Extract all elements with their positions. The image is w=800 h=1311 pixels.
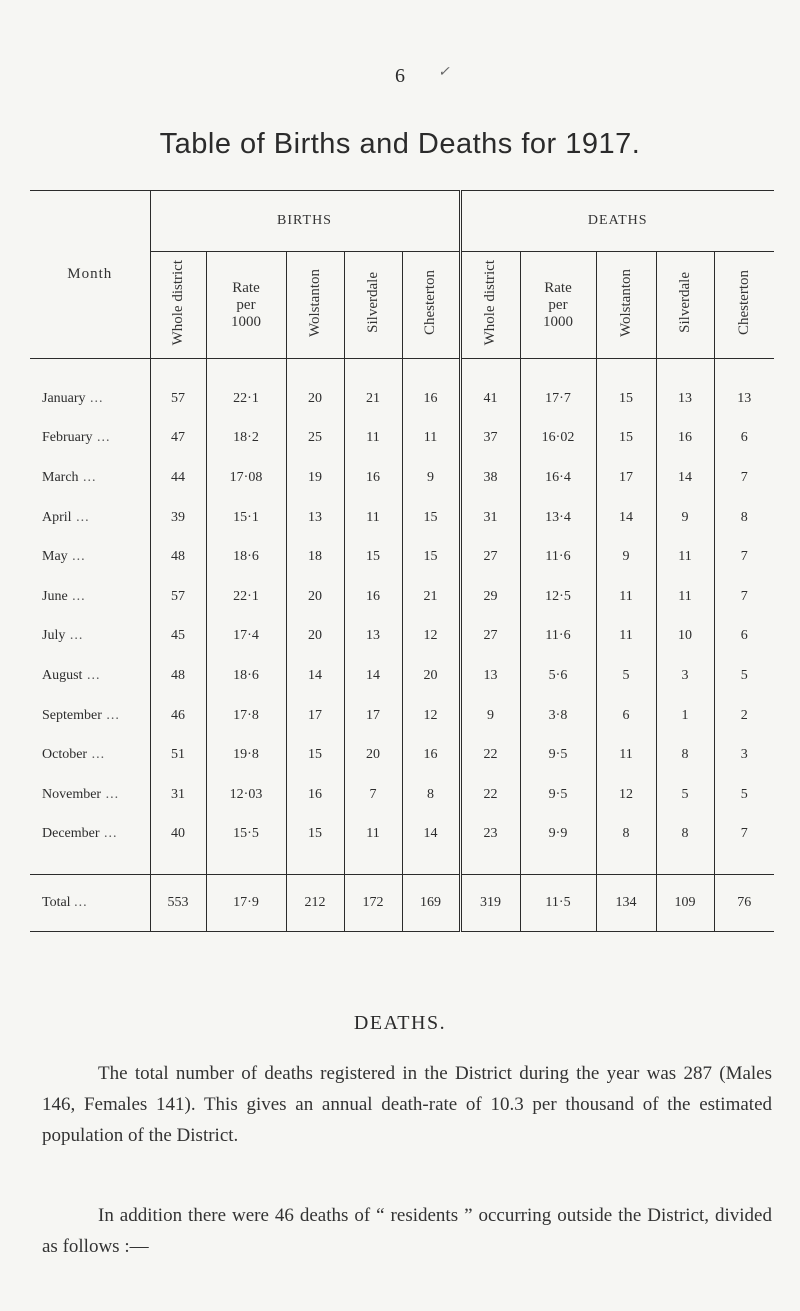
cell: 15	[596, 379, 656, 419]
cell: 16	[286, 775, 344, 815]
deaths-heading: DEATHS.	[353, 1012, 447, 1034]
month-cell: June ...	[42, 588, 86, 604]
cell: 15	[286, 815, 344, 855]
cell: 10	[656, 617, 714, 657]
table-row	[30, 577, 774, 617]
cell: 12	[596, 775, 656, 815]
cell: 40	[150, 815, 206, 855]
cell: 19	[286, 458, 344, 498]
cell: 23	[460, 815, 520, 855]
cell: 9	[460, 696, 520, 736]
page-number: 6	[395, 65, 405, 87]
cell: 18·6	[206, 537, 286, 577]
table-row	[30, 656, 774, 696]
cell: 22·1	[206, 379, 286, 419]
cell: 3·8	[520, 696, 596, 736]
cell: 18·6	[206, 656, 286, 696]
table-row	[30, 735, 774, 775]
cell: 17	[596, 458, 656, 498]
month-cell: March ...	[42, 469, 97, 485]
table-row	[30, 458, 774, 498]
cell: 44	[150, 458, 206, 498]
cell: 11	[656, 577, 714, 617]
cell: 7	[714, 458, 774, 498]
cell: 9	[596, 537, 656, 577]
cell: 11·6	[520, 617, 596, 657]
births-col-wolstanton: Wolstanton	[286, 252, 344, 359]
cell: 12·03	[206, 775, 286, 815]
table-row	[30, 419, 774, 459]
cell: 14	[596, 498, 656, 538]
births-col-silverdale: Silverdale	[344, 252, 402, 359]
cell: 19·8	[206, 735, 286, 775]
cell: 319	[460, 875, 520, 932]
cell: 553	[150, 875, 206, 932]
births-col-rate: Rate per 1000	[206, 252, 286, 359]
month-cell: December ...	[42, 826, 118, 842]
table-row	[30, 498, 774, 538]
cell: 15	[596, 419, 656, 459]
cell: 14	[402, 815, 460, 855]
table-title: Table of Births and Deaths for 1917.	[159, 128, 641, 160]
cell: 212	[286, 875, 344, 932]
deaths-paragraph-2: In addition there were 46 deaths of “ residents ” occurring outside the District, divided as follows :—	[42, 1205, 772, 1257]
deaths-col-whole-district: Whole district	[460, 252, 520, 359]
cell: 13	[286, 498, 344, 538]
cell: 17·4	[206, 617, 286, 657]
cell: 20	[286, 379, 344, 419]
cell: 7	[714, 815, 774, 855]
cell: 3	[714, 735, 774, 775]
cell: 11·6	[520, 537, 596, 577]
births-group-header: BIRTHS	[150, 191, 460, 252]
cell: 11	[344, 815, 402, 855]
deaths-col-wolstanton: Wolstanton	[596, 252, 656, 359]
cell: 11	[344, 419, 402, 459]
cell: 15·5	[206, 815, 286, 855]
cell: 20	[344, 735, 402, 775]
cell: 13	[714, 379, 774, 419]
cell: 14	[344, 656, 402, 696]
cell: 109	[656, 875, 714, 932]
cell: 8	[656, 815, 714, 855]
cell: 48	[150, 537, 206, 577]
month-cell: Total ...	[30, 875, 150, 932]
cell: 21	[402, 577, 460, 617]
cell: 51	[150, 735, 206, 775]
month-cell: July ...	[42, 628, 84, 644]
cell: 18	[286, 537, 344, 577]
cell: 7	[714, 577, 774, 617]
cell: 15	[402, 537, 460, 577]
cell: 11	[596, 577, 656, 617]
deaths-col-chesterton: Chesterton	[714, 252, 774, 359]
cell: 5	[714, 775, 774, 815]
cell: 48	[150, 656, 206, 696]
cell: 20	[286, 617, 344, 657]
cell: 9	[656, 498, 714, 538]
cell: 7	[714, 537, 774, 577]
cell: 15	[286, 735, 344, 775]
cell: 16·4	[520, 458, 596, 498]
cell: 13	[460, 656, 520, 696]
cell: 9·5	[520, 775, 596, 815]
cell: 16·02	[520, 419, 596, 459]
cell: 45	[150, 617, 206, 657]
cell: 16	[656, 419, 714, 459]
table-row	[30, 696, 774, 736]
cell: 14	[656, 458, 714, 498]
cell: 9·5	[520, 735, 596, 775]
cell: 22·1	[206, 577, 286, 617]
cell: 5	[596, 656, 656, 696]
cell: 16	[402, 379, 460, 419]
cell: 11	[344, 498, 402, 538]
cell: 20	[402, 656, 460, 696]
cell: 13·4	[520, 498, 596, 538]
table-row	[30, 617, 774, 657]
table-row	[30, 379, 774, 419]
cell: 6	[714, 617, 774, 657]
cell: 15	[402, 498, 460, 538]
month-cell: May ...	[42, 549, 86, 565]
cell: 11·5	[520, 875, 596, 932]
cell: 17·9	[206, 875, 286, 932]
cell: 21	[344, 379, 402, 419]
month-cell: November ...	[42, 786, 120, 802]
cell: 12·5	[520, 577, 596, 617]
cell: 22	[460, 775, 520, 815]
cell: 27	[460, 617, 520, 657]
cell: 16	[344, 577, 402, 617]
births-deaths-table	[30, 190, 774, 932]
cell: 8	[656, 735, 714, 775]
table-row	[30, 537, 774, 577]
cell: 8	[714, 498, 774, 538]
cell: 17·08	[206, 458, 286, 498]
cell: 11	[656, 537, 714, 577]
cell: 14	[286, 656, 344, 696]
month-cell: August ...	[42, 667, 101, 683]
births-col-whole-district: Whole district	[150, 252, 206, 359]
cell: 12	[402, 696, 460, 736]
cell: 8	[402, 775, 460, 815]
cell: 169	[402, 875, 460, 932]
cell: 8	[596, 815, 656, 855]
cell: 20	[286, 577, 344, 617]
table-row-total	[30, 875, 774, 932]
cell: 29	[460, 577, 520, 617]
cell: 31	[150, 775, 206, 815]
cell: 16	[402, 735, 460, 775]
cell: 31	[460, 498, 520, 538]
cell: 17	[286, 696, 344, 736]
cell: 17·7	[520, 379, 596, 419]
cell: 17·8	[206, 696, 286, 736]
check-mark: ✓	[438, 65, 450, 80]
cell: 16	[344, 458, 402, 498]
cell: 76	[714, 875, 774, 932]
cell: 5	[656, 775, 714, 815]
cell: 37	[460, 419, 520, 459]
cell: 27	[460, 537, 520, 577]
month-cell: September ...	[42, 707, 120, 723]
month-header: Month	[30, 191, 150, 359]
cell: 1	[656, 696, 714, 736]
cell: 39	[150, 498, 206, 538]
cell: 9	[402, 458, 460, 498]
cell: 3	[656, 656, 714, 696]
cell: 12	[402, 617, 460, 657]
cell: 11	[596, 617, 656, 657]
table-row	[30, 775, 774, 815]
cell: 5	[714, 656, 774, 696]
cell: 13	[344, 617, 402, 657]
cell: 2	[714, 696, 774, 736]
cell: 6	[596, 696, 656, 736]
cell: 17	[344, 696, 402, 736]
cell: 9·9	[520, 815, 596, 855]
cell: 47	[150, 419, 206, 459]
deaths-paragraph-1: The total number of deaths registered in the District during the year was 287 (Males 146, Females 141). This gives an annual death-rate of 10.3 per thousand of the estimated population of the District.	[42, 1063, 772, 1146]
cell: 57	[150, 577, 206, 617]
cell: 172	[344, 875, 402, 932]
cell: 57	[150, 379, 206, 419]
cell: 11	[402, 419, 460, 459]
cell: 25	[286, 419, 344, 459]
cell: 13	[656, 379, 714, 419]
cell: 6	[714, 419, 774, 459]
births-col-chesterton: Chesterton	[402, 252, 460, 359]
deaths-group-header: DEATHS	[460, 191, 774, 252]
cell: 38	[460, 458, 520, 498]
month-cell: October ...	[42, 747, 106, 763]
births-deaths-table-container	[30, 190, 774, 932]
cell: 22	[460, 735, 520, 775]
cell: 7	[344, 775, 402, 815]
cell: 15·1	[206, 498, 286, 538]
cell: 134	[596, 875, 656, 932]
month-cell: April ...	[42, 509, 90, 525]
table-row	[30, 815, 774, 855]
deaths-col-silverdale: Silverdale	[656, 252, 714, 359]
month-cell: February ...	[42, 430, 111, 446]
cell: 41	[460, 379, 520, 419]
cell: 18·2	[206, 419, 286, 459]
cell: 11	[596, 735, 656, 775]
cell: 5·6	[520, 656, 596, 696]
deaths-col-rate: Rate per 1000	[520, 252, 596, 359]
cell: 15	[344, 537, 402, 577]
month-cell: January ...	[42, 390, 104, 406]
cell: 46	[150, 696, 206, 736]
